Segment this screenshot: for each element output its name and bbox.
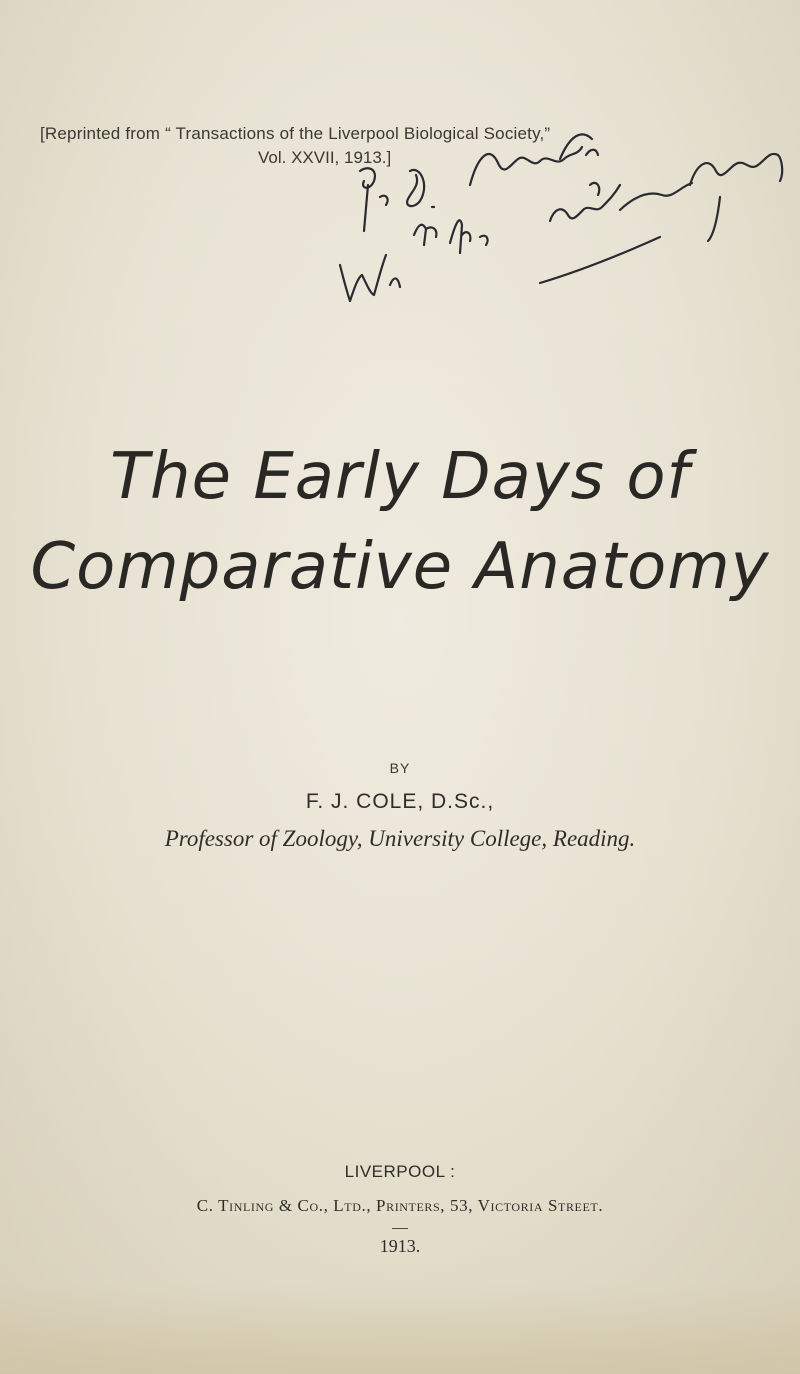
imprint-divider	[392, 1228, 408, 1229]
author-name: F. J. COLE, D.Sc.,	[305, 790, 495, 813]
author-affiliation: Professor of Zoology, University College, Reading.	[164, 826, 636, 851]
imprint-year: 1913.	[379, 1236, 421, 1256]
handwritten-inscription	[320, 125, 800, 325]
reprint-note: [Reprinted from “ Transactions of the Liverpool Biological Society,”	[40, 124, 551, 143]
title-line-1: The Early Days of	[109, 440, 691, 514]
paper-edge-stain	[0, 1284, 800, 1374]
title-line-2: Comparative Anatomy	[30, 530, 770, 604]
imprint-publisher: C. Tinling & Co., Ltd., Printers, 53, Victoria Street.	[196, 1196, 604, 1215]
volume-note: Vol. XXVII, 1913.]	[258, 148, 392, 167]
imprint-place: LIVERPOOL :	[344, 1162, 456, 1181]
by-label: BY	[389, 760, 411, 776]
